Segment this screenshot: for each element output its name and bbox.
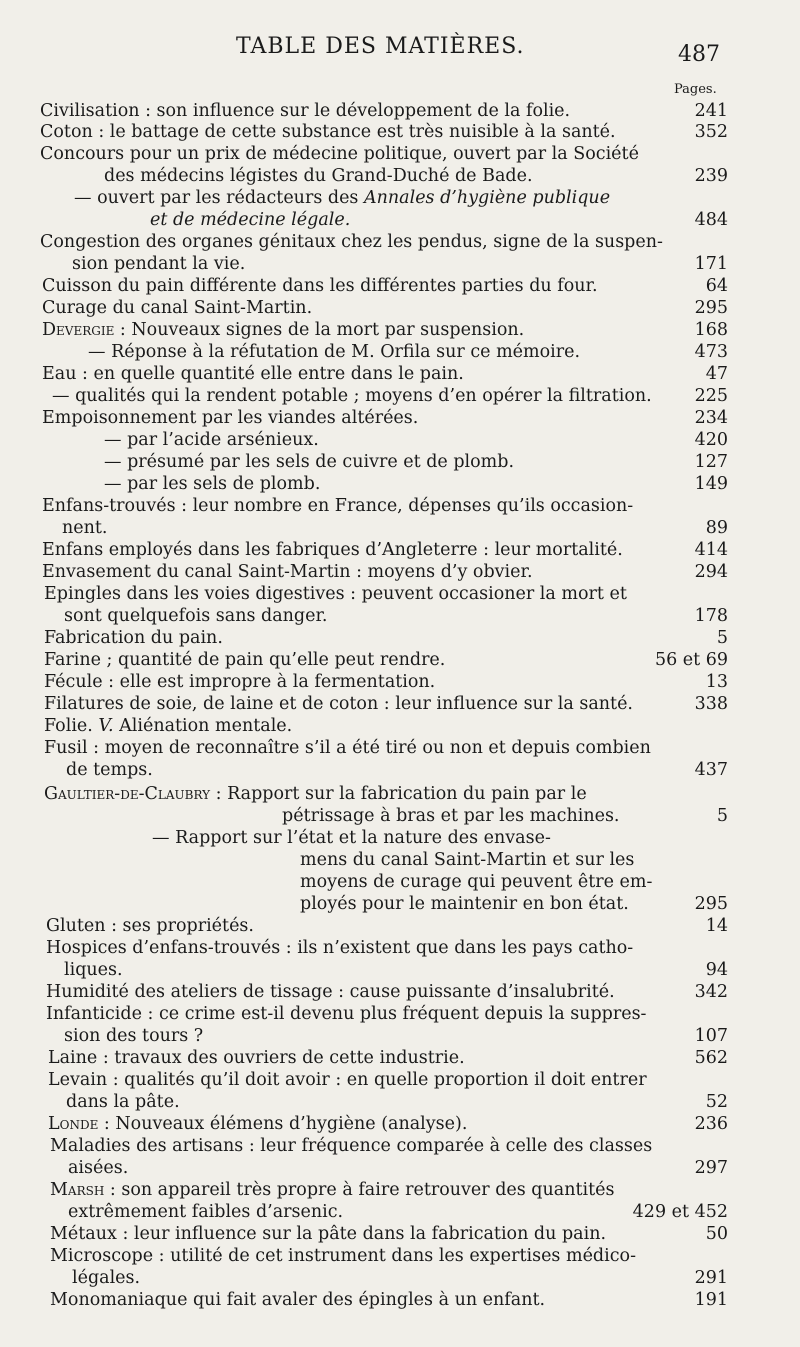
index-line [0,737,800,759]
author-name: Devergie [42,320,115,340]
index-line [0,561,800,583]
index-line [0,363,800,385]
index-line [0,1267,800,1289]
index-entry-text: Infanticide : ce crime est-il devenu plus fréquent depuis la suppres- [46,1004,647,1024]
index-entry-text: mens du canal Saint-Martin et sur les [300,850,635,870]
index-line [0,319,800,341]
index-line [0,297,800,319]
index-entry-text: de temps. [66,760,153,780]
index-line [0,473,800,495]
page-reference: 127 [694,452,728,472]
page-reference: 234 [694,408,728,428]
index-entry-text: moyens de curage qui peuvent être em- [300,872,653,892]
index-entry-text: Microscope : utilité de cet instrument dans les expertises médico- [50,1246,636,1266]
index-entry-text: sont quelquefois sans danger. [64,606,328,626]
index-line [0,937,800,959]
index-entry-text: Marsh : son appareil très propre à faire retrouver des quantités [50,1180,615,1200]
index-entry-text: sion des tours ? [64,1026,204,1046]
author-name: Marsh [50,1180,105,1200]
index-entry-text: Monomaniaque qui fait avaler des épingles à un enfant. [50,1290,546,1310]
index-line [0,827,800,849]
index-line [0,1179,800,1201]
index-line [0,1289,800,1311]
page-reference: 13 [705,672,728,692]
page-number: 487 [678,42,720,67]
index-entry-text: Gluten : ses propriétés. [46,916,254,936]
index-line [0,1069,800,1091]
index-entry-text: Farine ; quantité de pain qu’elle peut rendre. [44,650,446,670]
index-entry-text: — Réponse à la réfutation de M. Orfila sur ce mémoire. [88,342,581,362]
page-reference: 429 et 452 [632,1202,728,1222]
index-line [0,649,800,671]
index-entry-text: Eau : en quelle quantité elle entre dans le pain. [42,364,464,384]
index-entry-text: Concours pour un prix de médecine politique, ouvert par la Société [40,144,639,164]
page-reference: 89 [705,518,728,538]
italic-text: et de médecine légale. [150,210,351,230]
index-line [0,1091,800,1113]
index-entry-text: extrêmement faibles d’arsenic. [68,1202,344,1222]
index-entry-text: Maladies des artisans : leur fréquence comparée à celle des classes [50,1136,653,1156]
index-line [0,805,800,827]
page-reference: 352 [694,122,728,142]
index-line [0,209,800,231]
italic-text: V. [98,716,114,736]
page-reference: 107 [694,1026,728,1046]
index-line [0,583,800,605]
index-entry-text: — par les sels de plomb. [104,474,321,494]
page-reference: 47 [705,364,728,384]
index-line [0,1245,800,1267]
index-entry-text: Gaultier-de-Claubry : Rapport sur la fabrication du pain par le [44,784,587,804]
index-line [0,1135,800,1157]
page-reference: 414 [694,540,728,560]
index-line [0,100,800,122]
index-line [0,1201,800,1223]
index-entry-text: Civilisation : son influence sur le développement de la folie. [40,101,571,121]
index-line [0,759,800,781]
italic-text: Annales d’hygiène publique [363,188,611,208]
index-line [0,915,800,937]
page-reference: 52 [705,1092,728,1112]
index-entry-text: Cuisson du pain différente dans les différentes parties du four. [42,276,598,296]
index-line [0,1223,800,1245]
index-entry-text: Humidité des ateliers de tissage : cause puissante d’insalubrité. [46,982,615,1002]
page-reference: 50 [705,1224,728,1244]
index-line [0,341,800,363]
index-line [0,539,800,561]
pages-column-label: Pages. [674,82,717,97]
page-reference: 295 [694,298,728,318]
index-line [0,407,800,429]
index-line [0,1025,800,1047]
index-line [0,143,800,165]
index-line [0,1113,800,1135]
index-entry-text: légales. [72,1268,141,1288]
page-reference: 338 [694,694,728,714]
page-reference: 297 [694,1158,728,1178]
index-line [0,165,800,187]
index-line [0,959,800,981]
index-entry-text: Epingles dans les voies digestives : peuvent occasioner la mort et [44,584,627,604]
page-reference: 94 [705,960,728,980]
index-entry-text: Envasement du canal Saint-Martin : moyens d’y obvier. [42,562,533,582]
index-entry-text: Devergie : Nouveaux signes de la mort par suspension. [42,320,525,340]
page-reference: 56 et 69 [654,650,728,670]
page-reference: 225 [694,386,728,406]
page-reference: 294 [694,562,728,582]
page-reference: 149 [694,474,728,494]
page-reference: 168 [694,320,728,340]
page-reference: 5 [716,806,728,826]
index-line [0,121,800,143]
index-entry-text: Fusil : moyen de reconnaître s’il a été tiré ou non et depuis combien [44,738,651,758]
index-entry-text: — ouvert par les rédacteurs des Annales d’hygiène publique [74,188,611,208]
index-entry-text: Empoisonnement par les viandes altérées. [42,408,419,428]
page-reference: 178 [694,606,728,626]
page-reference: 191 [694,1290,728,1310]
index-line [0,871,800,893]
index-line [0,605,800,627]
index-line [0,517,800,539]
index-entry-text: — par l’acide arsénieux. [104,430,319,450]
index-line [0,849,800,871]
index-entry-text: Enfans employés dans les fabriques d’Angleterre : leur mortalité. [42,540,623,560]
index-line [0,429,800,451]
page-header [0,34,800,70]
page-reference: 420 [694,430,728,450]
index-line [0,783,800,805]
index-line [0,1003,800,1025]
index-entry-text: des médecins légistes du Grand-Duché de Bade. [104,166,533,186]
page-reference: 239 [694,166,728,186]
index-line [0,253,800,275]
index-entry-text: Hospices d’enfans-trouvés : ils n’existent que dans les pays catho- [46,938,634,958]
page-reference: 295 [694,894,728,914]
index-entry-text: ployés pour le maintenir en bon état. [300,894,629,914]
index-line [0,495,800,517]
index-entry-text [150,209,350,231]
index-entry-text: sion pendant la vie. [72,254,246,274]
page-reference: 473 [694,342,728,362]
index-line [0,187,800,209]
index-entry-text: Filatures de soie, de laine et de coton : leur influence sur la santé. [44,694,633,714]
index-entry-text: pétrissage à bras et par les machines. [282,806,620,826]
page-title: TABLE DES MATIÈRES. [236,34,525,59]
index-entry-text: Curage du canal Saint-Martin. [42,298,313,318]
author-name: Gaultier-de-Claubry [44,784,211,804]
index-line [0,1157,800,1179]
index-line [0,981,800,1003]
index-entry-text: Fabrication du pain. [44,628,223,648]
index-entry-text: — présumé par les sels de cuivre et de plomb. [104,452,515,472]
index-entry-text: dans la pâte. [66,1092,180,1112]
index-line [0,275,800,297]
page-reference: 241 [694,101,728,121]
index-entry-text: Métaux : leur influence sur la pâte dans la fabrication du pain. [50,1224,607,1244]
index-entry-text: nent. [62,518,108,538]
index-entry-text: Congestion des organes génitaux chez les pendus, signe de la suspen- [40,232,663,252]
author-name: Londe [48,1114,99,1134]
index-line [0,893,800,915]
page-reference: 437 [694,760,728,780]
index-line [0,1047,800,1069]
page-reference: 342 [694,982,728,1002]
index-entry-text: Coton : le battage de cette substance est très nuisible à la santé. [40,122,616,142]
page-reference: 171 [694,254,728,274]
index-entry-text: aisées. [68,1158,129,1178]
page-reference: 64 [705,276,728,296]
index-entry-text: Levain : qualités qu’il doit avoir : en quelle proportion il doit entrer [48,1070,647,1090]
page-reference: 5 [716,628,728,648]
page-reference: 236 [694,1114,728,1134]
index-entry-text: Enfans-trouvés : leur nombre en France, dépenses qu’ils occasion- [42,496,634,516]
index-line [0,385,800,407]
page-reference: 14 [705,916,728,936]
index-entry-text: Londe : Nouveaux élémens d’hygiène (analyse). [48,1114,468,1134]
index-entry-text: — qualités qui la rendent potable ; moyens d’en opérer la filtration. [52,386,652,406]
index-line [0,231,800,253]
index-entry-text: liques. [64,960,123,980]
index-line [0,451,800,473]
page-reference: 484 [694,210,728,230]
index-line [0,715,800,737]
index-line [0,671,800,693]
page-reference: 562 [694,1048,728,1068]
index-entry-text: Laine : travaux des ouvriers de cette industrie. [48,1048,465,1068]
index-entry-text: — Rapport sur l’état et la nature des envase- [152,828,551,848]
page-reference: 291 [694,1268,728,1288]
index-entry-text: Folie. V. Aliénation mentale. [44,716,293,736]
index-line [0,693,800,715]
index-entry-text: Fécule : elle est impropre à la fermentation. [44,672,436,692]
index-line [0,627,800,649]
